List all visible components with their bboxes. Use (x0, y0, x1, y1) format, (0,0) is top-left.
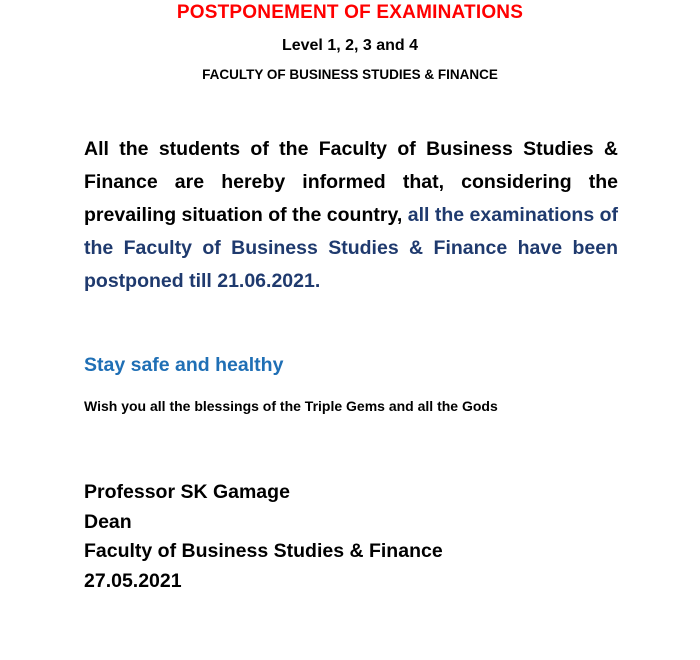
signatory-name: Professor SK Gamage (84, 481, 290, 503)
notice-title: POSTPONEMENT OF EXAMINATIONS (176, 2, 524, 23)
stay-safe-message: Stay safe and healthy (84, 354, 284, 376)
blessing-message: Wish you all the blessings of the Triple Gems and all the Gods (84, 398, 498, 414)
signatory-position: Dean (84, 510, 132, 533)
notice-intro: All the students of the Faculty of Business Studies & Finance are hereby informed that, considering the prevailing situation of the country, (84, 138, 618, 226)
signatory-faculty: Faculty of Business Studies & Finance (84, 540, 443, 562)
signature-block (84, 478, 443, 596)
notice-body (84, 133, 618, 298)
notice-highlight: all the examinations of the Faculty of Business Studies & Finance have been postponed till 21.06.2021. (84, 204, 619, 292)
faculty-heading: FACULTY OF BUSINESS STUDIES & FINANCE (202, 67, 498, 82)
levels-line: Level 1, 2, 3 and 4 (281, 37, 419, 54)
notice-date: 27.05.2021 (84, 569, 182, 592)
